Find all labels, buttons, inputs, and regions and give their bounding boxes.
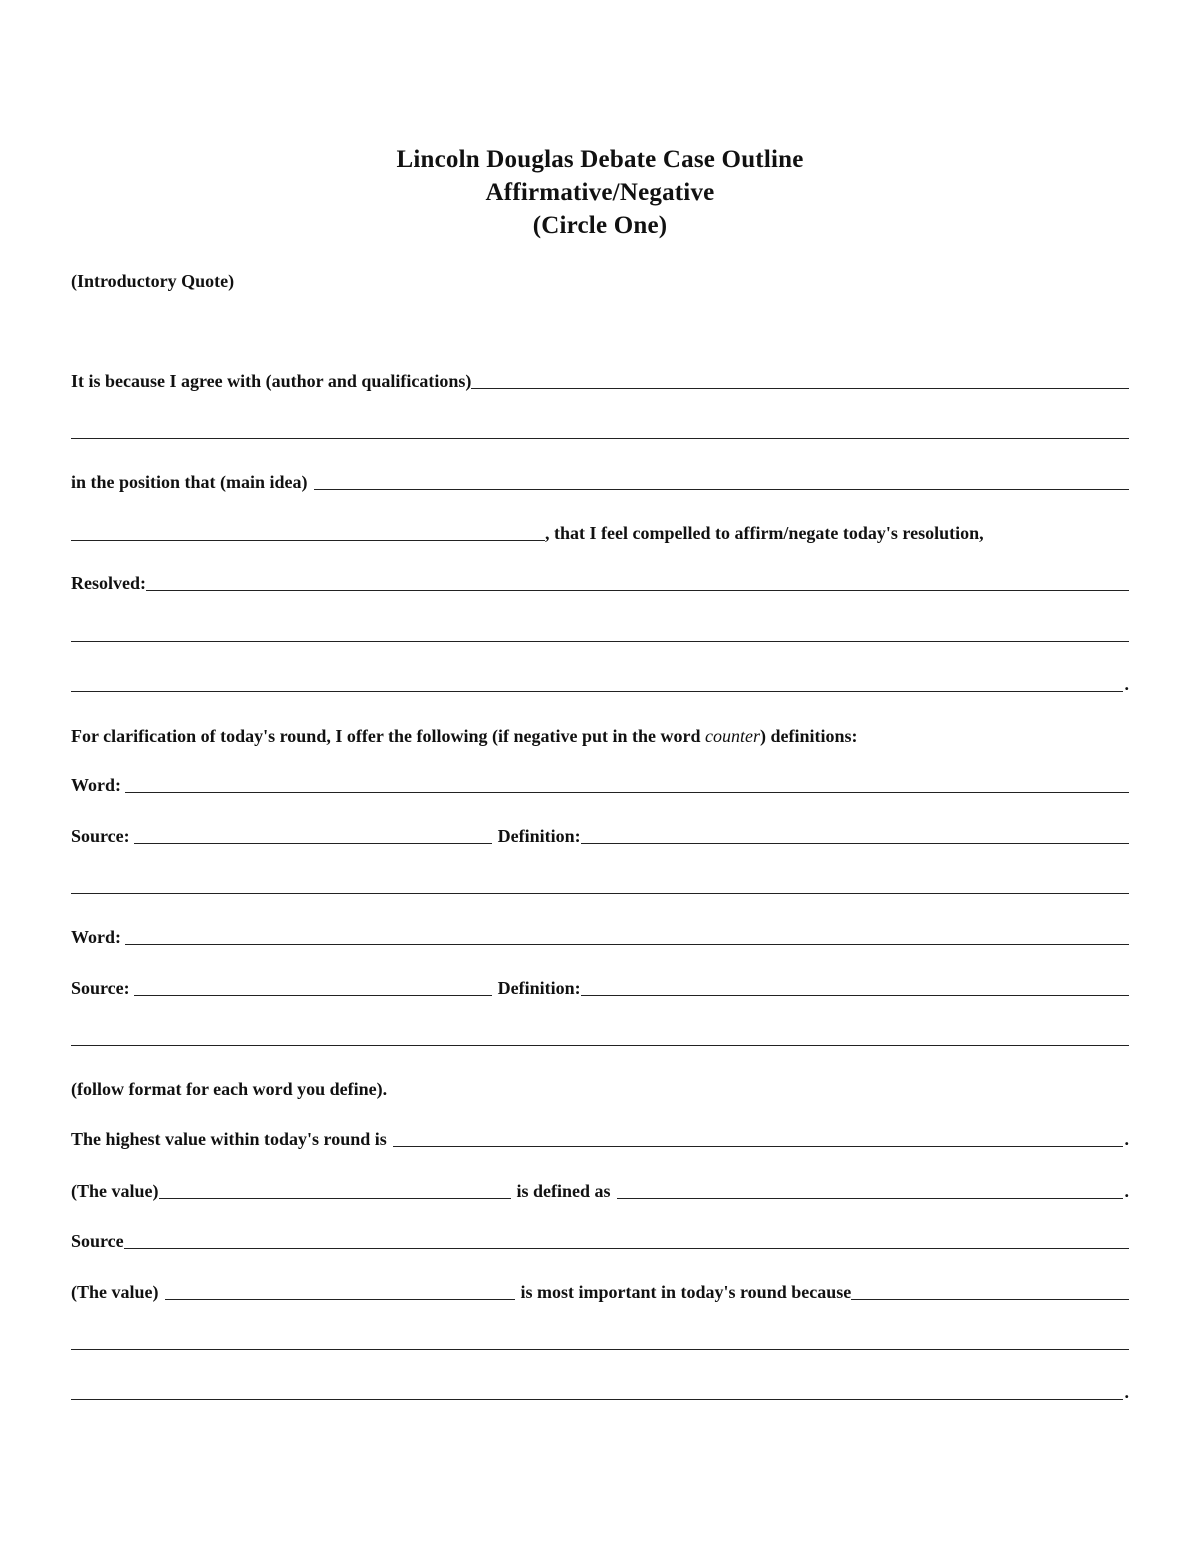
follow-note-row — [71, 1072, 1129, 1100]
resolution-blank[interactable] — [146, 590, 1129, 591]
page-subtitle: Affirmative/Negative — [485, 179, 715, 206]
word-blank-1[interactable] — [125, 792, 1129, 793]
definition-label-2: Definition: — [497, 978, 581, 998]
word-label-2: Word: — [71, 927, 122, 947]
value-source-row — [71, 1224, 1129, 1252]
because-period: . — [1124, 1382, 1129, 1402]
highest-value-period: . — [1124, 1129, 1129, 1149]
highest-value-row — [71, 1122, 1129, 1150]
definition-row-1b — [71, 869, 1129, 897]
important-because-label: is most important in today's round because — [520, 1282, 852, 1302]
source-label-2: Source: — [71, 978, 130, 998]
because-row-3 — [71, 1375, 1129, 1403]
definitions-intro-italic: counter — [704, 726, 760, 746]
value-name-blank-2[interactable] — [165, 1299, 515, 1300]
intro-quote-label: (Introductory Quote) — [71, 271, 235, 291]
follow-note: (follow format for each word you define). — [71, 1079, 388, 1099]
definition-label-1: Definition: — [497, 826, 581, 846]
resolution-blank-3[interactable] — [71, 691, 1123, 692]
highest-value-label: The highest value within today's round is — [71, 1129, 387, 1149]
because-blank-1[interactable] — [851, 1299, 1129, 1300]
the-value-label-2: (The value) — [71, 1282, 159, 1302]
compelled-text: , that I feel compelled to affirm/negate today's resolution, — [545, 523, 984, 543]
definitions-intro — [71, 726, 857, 747]
definition-blank-2b[interactable] — [71, 1045, 1129, 1046]
highest-value-blank[interactable] — [393, 1146, 1123, 1147]
word-blank-2[interactable] — [125, 944, 1129, 945]
because-blank-3[interactable] — [71, 1399, 1123, 1400]
position-row — [71, 465, 1129, 493]
definitions-intro-before: For clarification of today's round, I offer the following (if negative put in the word — [71, 726, 705, 746]
word-label-1: Word: — [71, 775, 122, 795]
because-row-2 — [71, 1325, 1129, 1353]
resolution-period: . — [1124, 674, 1129, 694]
value-definition-period: . — [1124, 1181, 1129, 1201]
author-blank-2[interactable] — [71, 438, 1129, 439]
author-blank[interactable] — [471, 388, 1129, 389]
resolution-blank-2[interactable] — [71, 641, 1129, 642]
definitions-intro-after: ) definitions: — [759, 726, 858, 746]
value-important-row — [71, 1275, 1129, 1303]
title-block — [0, 143, 1200, 242]
position-label: in the position that (main idea) — [71, 472, 308, 492]
agree-continuation-row — [71, 414, 1129, 442]
main-idea-blank-2[interactable] — [71, 540, 545, 541]
resolved-label: Resolved: — [71, 573, 146, 593]
value-name-blank-1[interactable] — [159, 1198, 511, 1199]
definition-row-2b — [71, 1021, 1129, 1049]
definitions-intro-row — [71, 719, 1129, 747]
source-row-1 — [71, 819, 1129, 847]
resolved-row — [71, 566, 1129, 594]
source-blank-1[interactable] — [134, 843, 492, 844]
resolution-row-2 — [71, 617, 1129, 645]
compelled-row — [71, 516, 1129, 544]
word-row-2 — [71, 920, 1129, 948]
value-source-blank[interactable] — [124, 1248, 1129, 1249]
agree-row — [71, 364, 1129, 392]
source-row-2 — [71, 971, 1129, 999]
definition-blank-2[interactable] — [581, 995, 1129, 996]
value-source-label: Source — [71, 1231, 124, 1251]
value-definition-blank[interactable] — [617, 1198, 1123, 1199]
definition-blank-1[interactable] — [581, 843, 1129, 844]
value-defined-row — [71, 1174, 1129, 1202]
page-title: Lincoln Douglas Debate Case Outline — [396, 146, 804, 173]
circle-instruction: (Circle One) — [532, 212, 668, 239]
because-blank-2[interactable] — [71, 1349, 1129, 1350]
source-label-1: Source: — [71, 826, 130, 846]
intro-quote-row — [71, 264, 1129, 292]
word-row-1 — [71, 768, 1129, 796]
agree-label: It is because I agree with (author and qualifications) — [71, 371, 472, 391]
the-value-label-1: (The value) — [71, 1181, 159, 1201]
resolution-row-3 — [71, 667, 1129, 695]
source-blank-2[interactable] — [134, 995, 492, 996]
defined-as-label: is defined as — [516, 1181, 611, 1201]
main-idea-blank[interactable] — [314, 489, 1129, 490]
definition-blank-1b[interactable] — [71, 893, 1129, 894]
